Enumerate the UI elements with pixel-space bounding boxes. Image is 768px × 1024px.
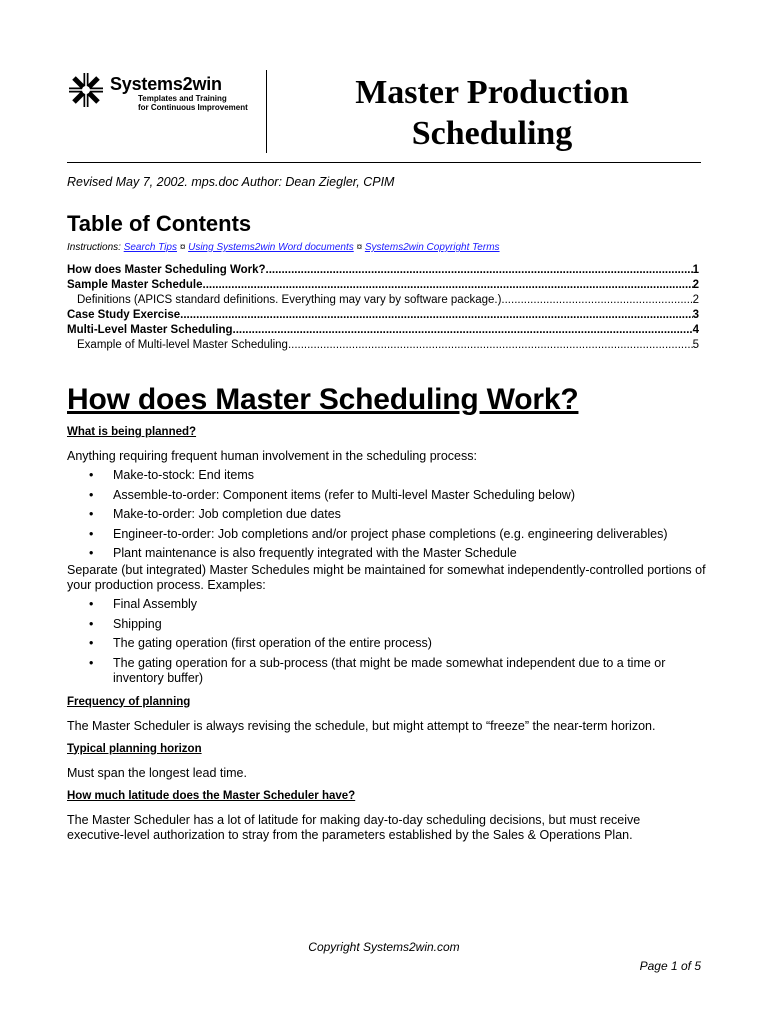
toc-heading: Table of Contents [67, 211, 252, 236]
toc-entry-label: Case Study Exercise [67, 309, 181, 321]
toc-instructions [67, 242, 500, 253]
subheading-frequency: Frequency of planning [67, 695, 191, 708]
paragraph: The Master Scheduler is always revising the schedule, but might attempt to “freeze” the near-term horizon. [67, 718, 656, 733]
list-item [67, 468, 707, 483]
toc-list [67, 263, 699, 353]
toc-entry[interactable] [67, 278, 699, 293]
search-tips-link[interactable]: Search Tips [123, 242, 177, 253]
list-item [67, 636, 707, 651]
document-title-line2: Scheduling [411, 115, 573, 152]
subheading-horizon: Typical planning horizon [67, 742, 202, 755]
toc-leader-dots [233, 323, 693, 338]
toc-leader-dots [266, 263, 693, 278]
list-item-text: Make-to-stock: End items [113, 468, 255, 482]
copyright-terms-link[interactable]: Systems2win Copyright Terms [364, 242, 500, 253]
bullet-icon: • [89, 616, 94, 631]
bullet-icon: • [89, 507, 94, 521]
header-rule [67, 162, 701, 163]
bullet-icon: • [89, 636, 94, 650]
instructions-label: Instructions: [67, 242, 121, 253]
section-body [67, 425, 707, 847]
using-word-documents-link[interactable]: Using Systems2win Word documents [188, 242, 354, 253]
systems2win-asterisk-icon [66, 70, 106, 110]
toc-entry-page: 3 [692, 309, 699, 321]
toc-entry-page: 2 [692, 294, 699, 306]
list-item-text: Assemble-to-order: Component items (refer to Multi-level Master Scheduling below) [113, 487, 575, 502]
list-item-text: Make-to-order: Job completion due dates [113, 507, 341, 521]
paragraph: Must span the longest lead time. [67, 765, 247, 780]
page-number: Page 1 of 5 [639, 959, 701, 973]
subheading-what-planned: What is being planned? [67, 426, 197, 438]
logo-tagline-line2: for Continuous Improvement [138, 103, 248, 112]
logo-tagline-line1: Templates and Training [138, 94, 227, 103]
paragraph: The Master Scheduler has a lot of latitude for making day-to-day scheduling decisions, but must receive executive-level authorization to stray from the parameters established by the Sales & Operations Plan. [67, 812, 641, 842]
bullet-icon: • [89, 597, 94, 611]
list-item [67, 488, 707, 503]
list-item [67, 527, 707, 542]
bullet-icon: • [89, 468, 94, 482]
toc-entry[interactable] [67, 323, 699, 338]
list-item-text: The gating operation for a sub-process (that might be made somewhat independent due to a time or inventory buffer) [113, 655, 666, 685]
toc-entry-label: How does Master Scheduling Work? [67, 264, 266, 276]
document-title [300, 72, 684, 154]
link-separator: ¤ [356, 242, 363, 253]
toc-entry[interactable] [67, 263, 699, 278]
toc-leader-dots [203, 278, 693, 293]
list-item-text: Final Assembly [113, 597, 198, 611]
list-item [67, 656, 707, 686]
toc-entry-page: 2 [692, 279, 699, 291]
toc-leader-dots [288, 338, 693, 353]
list-item-text: Shipping [113, 616, 162, 631]
list-item-text: Plant maintenance is also frequently integrated with the Master Schedule [113, 546, 517, 560]
revision-info: Revised May 7, 2002. mps.doc Author: Dean Ziegler, CPIM [67, 175, 395, 189]
paragraph: Separate (but integrated) Master Schedules might be maintained for somewhat independently-controlled portions of your production process. Examples: [67, 563, 706, 592]
list-item [67, 546, 707, 561]
section-heading: How does Master Scheduling Work? [67, 383, 579, 416]
bullet-icon: • [89, 487, 94, 502]
toc-leader-dots [180, 308, 692, 323]
toc-entry-label: Definitions (APICS standard definitions. Everything may vary by software package.) [77, 294, 502, 306]
toc-entry[interactable] [67, 308, 699, 323]
toc-entry-page: 1 [692, 264, 699, 276]
bullet-icon: • [89, 526, 94, 541]
list-item [67, 507, 707, 522]
logo-tagline [138, 94, 248, 112]
toc-entry[interactable] [67, 338, 699, 353]
list-item [67, 617, 707, 632]
logo-wordmark: Systems2win [110, 74, 222, 94]
bullet-list [67, 597, 707, 686]
toc-entry-label: Example of Multi-level Master Scheduling [77, 339, 288, 351]
toc-entry-page: 4 [692, 324, 699, 336]
document-title-line1: Master Production [355, 74, 629, 111]
bullet-icon: • [89, 655, 94, 670]
bullet-list [67, 468, 707, 561]
bullet-icon: • [89, 546, 94, 560]
list-item-text: Engineer-to-order: Job completions and/or project phase completions (e.g. engineering deliverables) [113, 526, 668, 541]
header-divider [266, 70, 267, 153]
toc-leader-dots [501, 293, 692, 308]
list-item [67, 597, 707, 612]
subheading-latitude: How much latitude does the Master Scheduler have? [67, 789, 356, 802]
toc-entry-label: Multi-Level Master Scheduling [67, 324, 233, 336]
link-separator: ¤ [179, 242, 186, 253]
company-logo [66, 70, 266, 114]
list-item-text: The gating operation (first operation of the entire process) [113, 636, 432, 650]
toc-entry[interactable] [67, 293, 699, 308]
toc-entry-label: Sample Master Schedule [67, 279, 203, 291]
footer-copyright: Copyright Systems2win.com [308, 940, 460, 954]
paragraph: Anything requiring frequent human involvement in the scheduling process: [67, 449, 477, 463]
toc-entry-page: 5 [692, 339, 699, 351]
